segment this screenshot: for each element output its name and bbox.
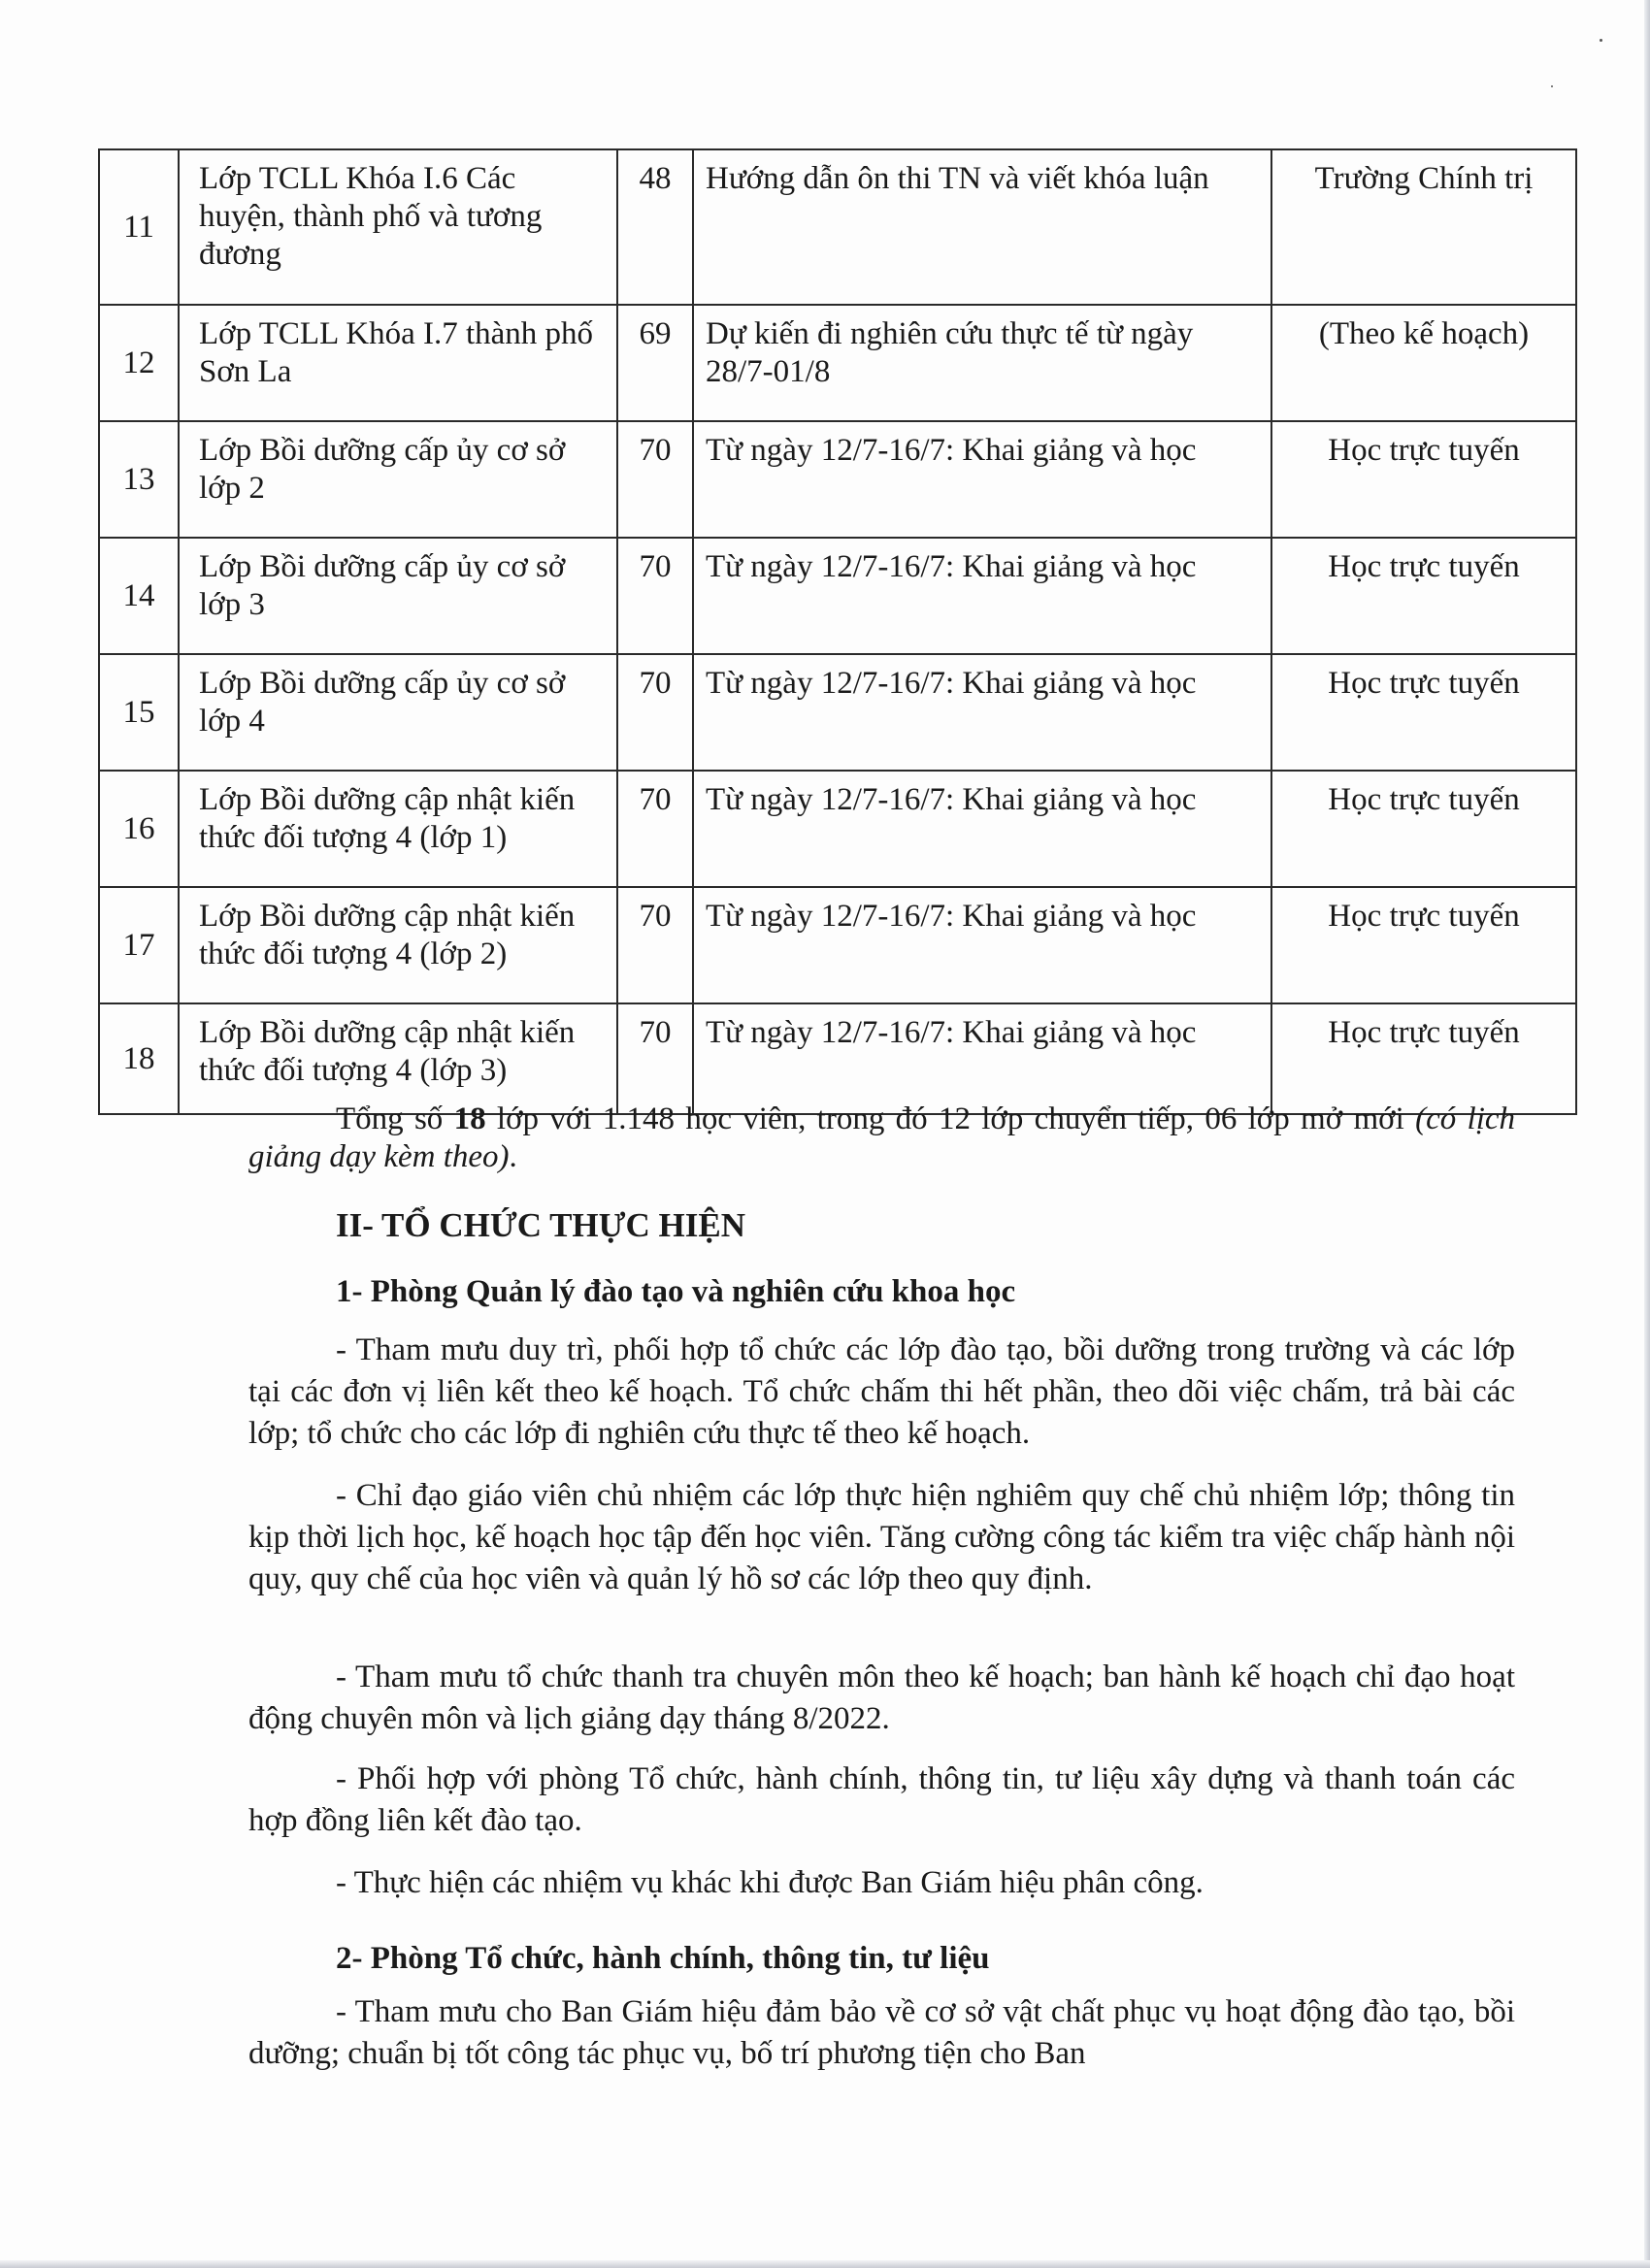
summary-suffix: .: [509, 1139, 517, 1174]
class-schedule-table: [98, 148, 1577, 1115]
table-row: [99, 1003, 1576, 1114]
row-number: 13: [99, 421, 179, 538]
class-content: Từ ngày 12/7-16/7: Khai giảng và học: [693, 654, 1271, 771]
class-name: Lớp Bồi dưỡng cấp ủy cơ sở lớp 4: [179, 654, 617, 771]
class-note: Học trực tuyến: [1271, 771, 1576, 887]
class-name: Lớp Bồi dưỡng cấp ủy cơ sở lớp 2: [179, 421, 617, 538]
student-count: 70: [617, 421, 693, 538]
class-note: Học trực tuyến: [1271, 538, 1576, 654]
row-number: 16: [99, 771, 179, 887]
scan-edge-right: [1644, 0, 1650, 2268]
scan-edge-bottom: [0, 2260, 1650, 2268]
summary-paragraph: [248, 1101, 1515, 1176]
student-count: 70: [617, 771, 693, 887]
class-name: Lớp Bồi dưỡng cấp ủy cơ sở lớp 3: [179, 538, 617, 654]
bullet-paragraph: - Tham mưu tổ chức thanh tra chuyên môn theo kế hoạch; ban hành kế hoạch chỉ đạo hoạt động chuyên môn và lịch giảng dạy tháng 8/2022.: [248, 1660, 1515, 1736]
table-row: [99, 654, 1576, 771]
bullet-paragraph: - Thực hiện các nhiệm vụ khác khi được Ban Giám hiệu phân công.: [336, 1865, 1204, 1900]
student-count: 48: [617, 149, 693, 305]
class-content: Từ ngày 12/7-16/7: Khai giảng và học: [693, 887, 1271, 1003]
class-note: Học trực tuyến: [1271, 1003, 1576, 1114]
row-number: 18: [99, 1003, 179, 1114]
student-count: 70: [617, 538, 693, 654]
table-row: [99, 149, 1576, 305]
class-name: Lớp Bồi dưỡng cập nhật kiến thức đối tượng 4 (lớp 2): [179, 887, 617, 1003]
scan-dot: [1600, 39, 1602, 42]
class-content: Từ ngày 12/7-16/7: Khai giảng và học: [693, 771, 1271, 887]
subsection-heading: 2- Phòng Tổ chức, hành chính, thông tin, tư liệu: [336, 1941, 990, 1976]
row-number: 17: [99, 887, 179, 1003]
section-heading: II- TỔ CHỨC THỰC HIỆN: [336, 1206, 745, 1244]
table-row: [99, 305, 1576, 421]
student-count: 70: [617, 654, 693, 771]
summary-class-count: 18: [453, 1101, 486, 1136]
class-name: Lớp TCLL Khóa I.7 thành phố Sơn La: [179, 305, 617, 421]
row-number: 11: [99, 149, 179, 305]
summary-middle: lớp với 1.148 học viên, trong đó 12 lớp chuyển tiếp, 06 lớp mở mới: [485, 1101, 1416, 1136]
class-name: Lớp Bồi dưỡng cập nhật kiến thức đối tượng 4 (lớp 3): [179, 1003, 617, 1114]
table-row: [99, 887, 1576, 1003]
bullet-paragraph: - Phối hợp với phòng Tổ chức, hành chính, thông tin, tư liệu xây dựng và thanh toán các hợp đồng liên kết đào tạo.: [248, 1761, 1515, 1838]
bullet-paragraph: - Chỉ đạo giáo viên chủ nhiệm các lớp thực hiện nghiêm quy chế chủ nhiệm lớp; thông tin kịp thời lịch học, kế hoạch học tập đến học viên. Tăng cường công tác kiểm tra việc chấp hành nội quy, quy chế của học viên và quản lý hồ sơ các lớp theo quy định.: [248, 1478, 1515, 1596]
table-row: [99, 421, 1576, 538]
bullet-paragraph: - Tham mưu duy trì, phối hợp tổ chức các lớp đào tạo, bồi dưỡng trong trường và các lớp tại các đơn vị liên kết theo kế hoạch. Tổ chức chấm thi hết phần, theo dõi việc chấm, trả bài các lớp; tổ chức cho các lớp đi nghiên cứu thực tế theo kế hoạch.: [248, 1332, 1515, 1451]
table-row: [99, 771, 1576, 887]
class-content: Từ ngày 12/7-16/7: Khai giảng và học: [693, 1003, 1271, 1114]
class-note: Học trực tuyến: [1271, 887, 1576, 1003]
class-content: Từ ngày 12/7-16/7: Khai giảng và học: [693, 538, 1271, 654]
class-content: Hướng dẫn ôn thi TN và viết khóa luận: [693, 149, 1271, 305]
class-content: Dự kiến đi nghiên cứu thực tế từ ngày 28/7-01/8: [693, 305, 1271, 421]
summary-prefix: Tổng số: [336, 1101, 454, 1136]
class-content: Từ ngày 12/7-16/7: Khai giảng và học: [693, 421, 1271, 538]
table-row: [99, 538, 1576, 654]
student-count: 70: [617, 887, 693, 1003]
class-name: Lớp TCLL Khóa I.6 Các huyện, thành phố và tương đương: [179, 149, 617, 305]
scan-dot: [1551, 85, 1553, 87]
bullet-paragraph: - Tham mưu cho Ban Giám hiệu đảm bảo về cơ sở vật chất phục vụ hoạt động đào tạo, bồi dưỡng; chuẩn bị tốt công tác phục vụ, bố trí phương tiện cho Ban: [248, 1994, 1515, 2071]
student-count: 70: [617, 1003, 693, 1114]
class-note: Học trực tuyến: [1271, 421, 1576, 538]
row-number: 15: [99, 654, 179, 771]
student-count: 69: [617, 305, 693, 421]
row-number: 12: [99, 305, 179, 421]
row-number: 14: [99, 538, 179, 654]
class-note: Học trực tuyến: [1271, 654, 1576, 771]
summary-note: (có lịch giảng dạy kèm theo): [248, 1101, 1516, 1174]
subsection-heading: 1- Phòng Quản lý đào tạo và nghiên cứu khoa học: [336, 1274, 1016, 1309]
class-name: Lớp Bồi dưỡng cập nhật kiến thức đối tượng 4 (lớp 1): [179, 771, 617, 887]
class-note: Trường Chính trị: [1271, 149, 1576, 305]
class-note: (Theo kế hoạch): [1271, 305, 1576, 421]
